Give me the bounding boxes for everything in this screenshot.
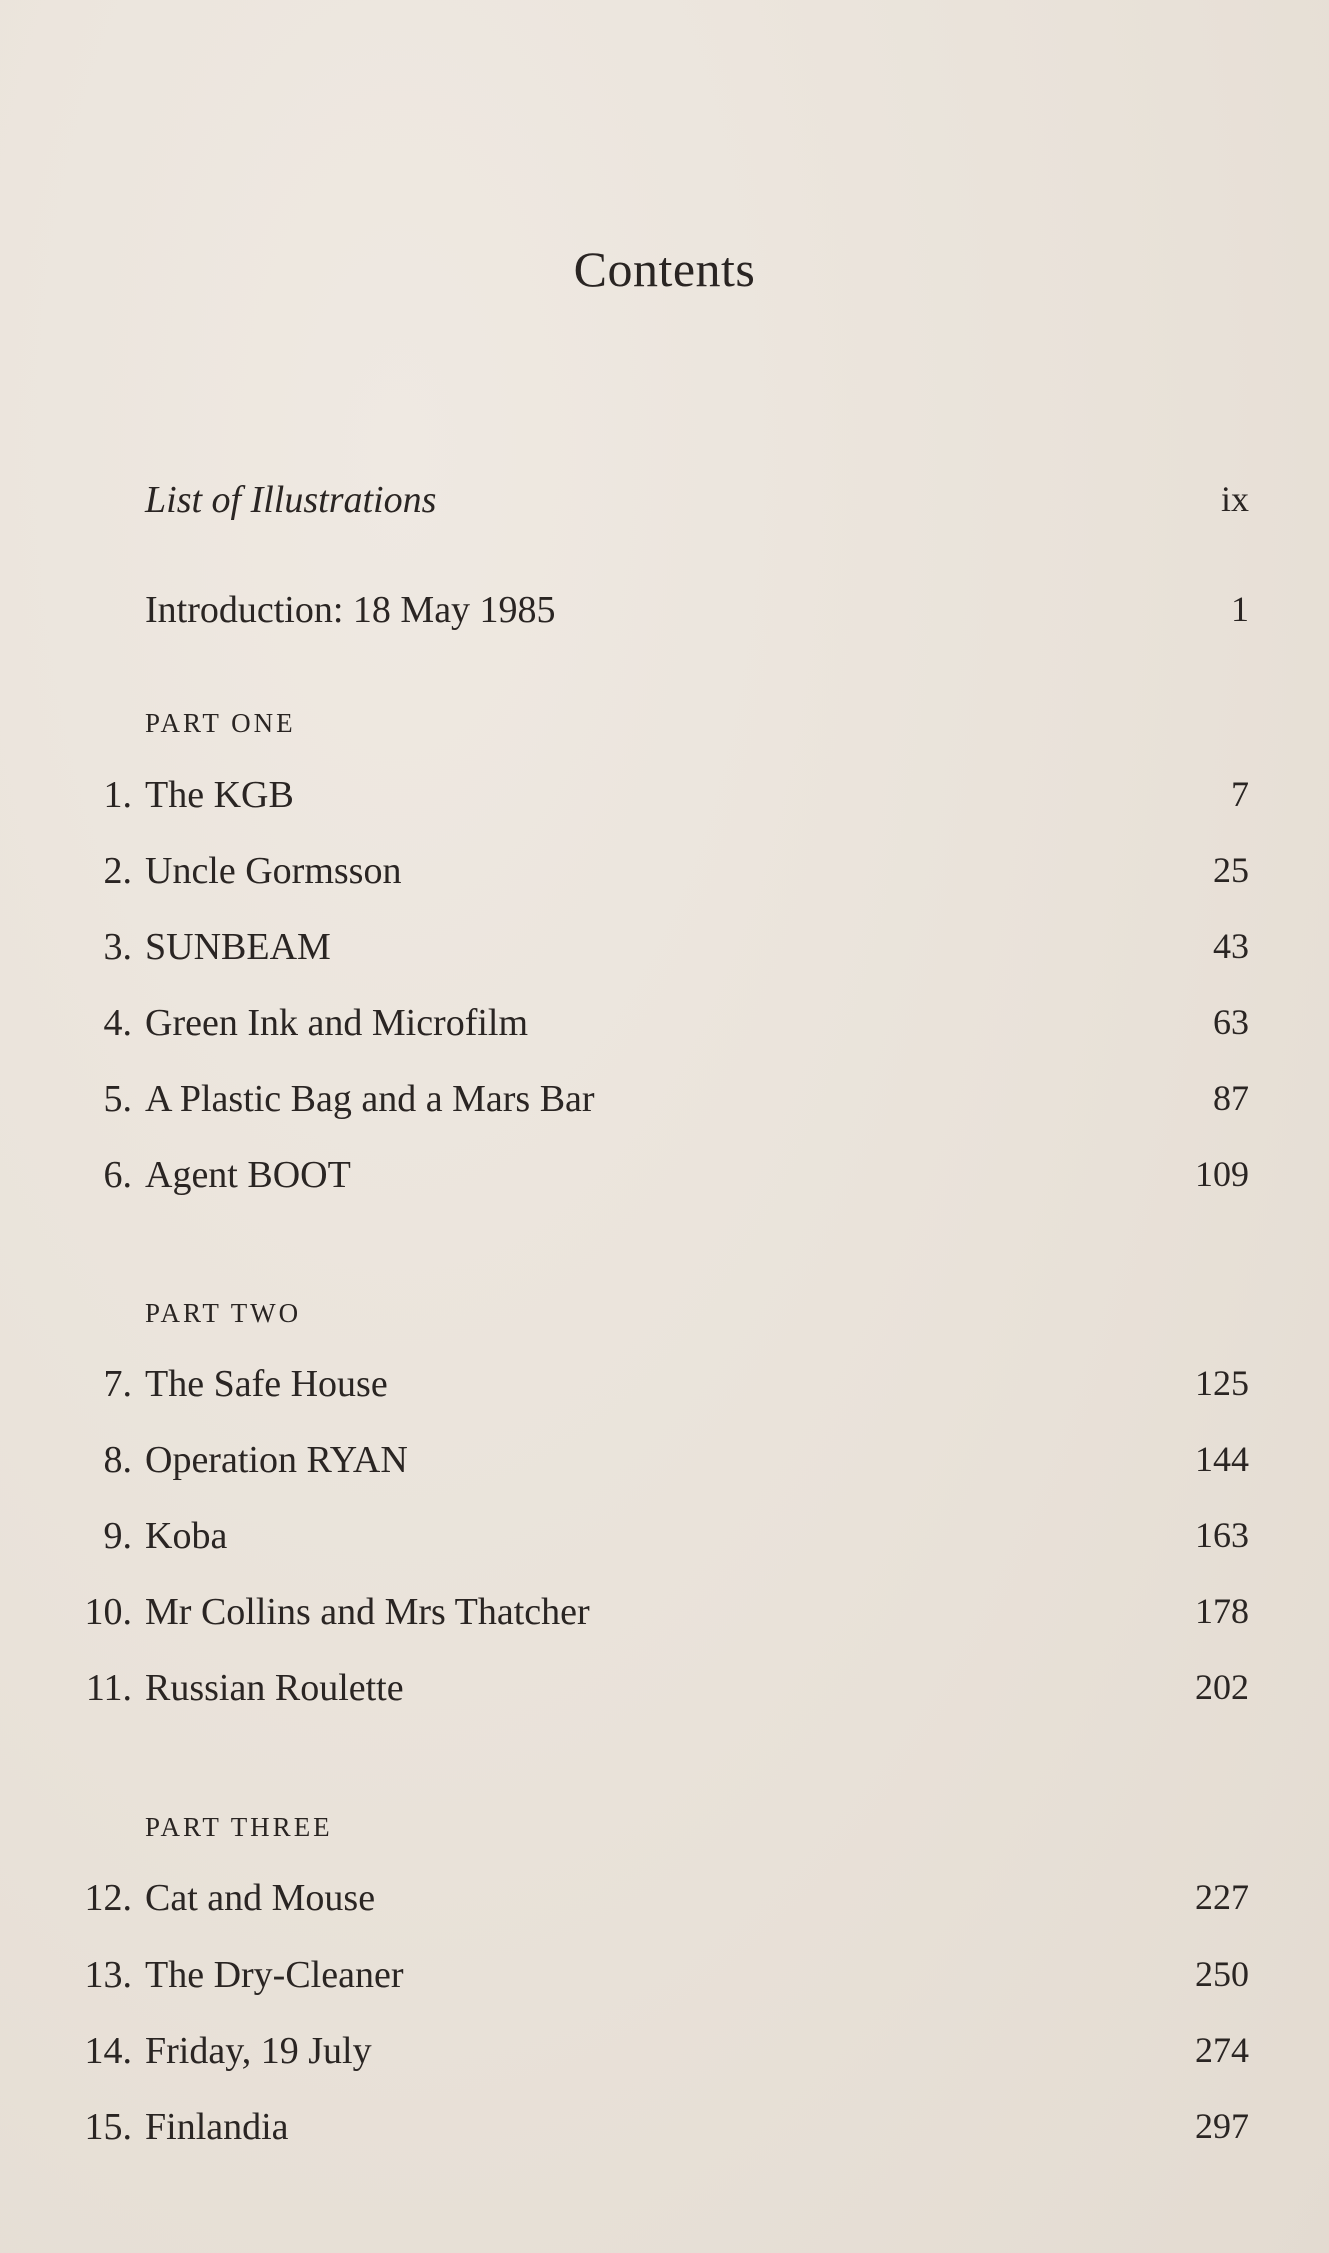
toc-chapter[interactable] — [0, 1876, 1329, 1936]
chapter-number: 12. — [84, 1877, 132, 1919]
chapter-number: 14. — [84, 2030, 132, 2072]
chapter-page: 227 — [1195, 1877, 1249, 1917]
chapter-number: 3. — [103, 926, 132, 968]
toc-entry-list-of-illustrations[interactable] — [0, 478, 1329, 538]
toc-chapter[interactable] — [0, 849, 1329, 909]
chapter-number: 1. — [103, 774, 132, 816]
toc-chapter[interactable] — [0, 1438, 1329, 1498]
toc-chapter[interactable] — [0, 1590, 1329, 1650]
toc-chapter[interactable] — [0, 1077, 1329, 1137]
part-heading: PART TWO — [145, 1298, 302, 1328]
chapter-page: 87 — [1213, 1078, 1249, 1118]
chapter-page: 274 — [1195, 2030, 1249, 2070]
chapter-number: 15. — [84, 2106, 132, 2148]
chapter-page: 63 — [1213, 1002, 1249, 1042]
chapter-number: 6. — [103, 1154, 132, 1196]
chapter-page: 202 — [1195, 1667, 1249, 1707]
toc-entry-title: List of Illustrations — [145, 479, 437, 521]
chapter-number: 9. — [103, 1515, 132, 1557]
chapter-title: Green Ink and Microfilm — [145, 1002, 529, 1044]
toc-entry-introduction[interactable] — [0, 588, 1329, 648]
toc-chapter[interactable] — [0, 1953, 1329, 2013]
toc-entry-page: 1 — [1231, 589, 1249, 629]
chapter-page: 250 — [1195, 1954, 1249, 1994]
toc-chapter[interactable] — [0, 1153, 1329, 1213]
toc-chapter[interactable] — [0, 773, 1329, 833]
chapter-page: 125 — [1195, 1363, 1249, 1403]
page-title: Contents — [573, 241, 756, 297]
part-heading: PART THREE — [145, 1812, 333, 1842]
toc-chapter[interactable] — [0, 2029, 1329, 2089]
chapter-number: 5. — [103, 1078, 132, 1120]
chapter-title: Friday, 19 July — [145, 2030, 372, 2072]
part-heading: PART ONE — [145, 708, 296, 738]
chapter-page: 163 — [1195, 1515, 1249, 1555]
chapter-title: Finlandia — [145, 2106, 289, 2148]
chapter-title: Uncle Gormsson — [145, 850, 402, 892]
toc-chapter[interactable] — [0, 1001, 1329, 1061]
toc-chapter[interactable] — [0, 1514, 1329, 1574]
chapter-page: 25 — [1213, 850, 1249, 890]
chapter-title: The Dry-Cleaner — [145, 1954, 404, 1996]
chapter-page: 7 — [1231, 774, 1249, 814]
toc-chapter[interactable] — [0, 925, 1329, 985]
chapter-title: A Plastic Bag and a Mars Bar — [145, 1078, 595, 1120]
chapter-page: 109 — [1195, 1154, 1249, 1194]
chapter-title: Cat and Mouse — [145, 1877, 376, 1919]
toc-entry-page: ix — [1220, 479, 1249, 519]
chapter-title: Mr Collins and Mrs Thatcher — [145, 1591, 590, 1633]
toc-chapter[interactable] — [0, 1362, 1329, 1422]
chapter-title: SUNBEAM — [145, 926, 331, 968]
toc-chapter[interactable] — [0, 1666, 1329, 1726]
chapter-number: 8. — [103, 1439, 132, 1481]
chapter-number: 11. — [85, 1667, 132, 1709]
chapter-title: The KGB — [145, 774, 294, 816]
chapter-number: 7. — [103, 1363, 132, 1405]
chapter-title: The Safe House — [145, 1363, 388, 1405]
chapter-number: 2. — [103, 850, 132, 892]
chapter-number: 4. — [103, 1002, 132, 1044]
toc-entry-title: Introduction: 18 May 1985 — [145, 589, 556, 631]
chapter-page: 178 — [1195, 1591, 1249, 1631]
chapter-title: Operation RYAN — [145, 1439, 408, 1481]
chapter-page: 43 — [1213, 926, 1249, 966]
toc-chapter[interactable] — [0, 2105, 1329, 2165]
chapter-title: Agent BOOT — [145, 1154, 351, 1196]
chapter-title: Russian Roulette — [145, 1667, 404, 1709]
chapter-title: Koba — [145, 1515, 228, 1557]
chapter-page: 144 — [1195, 1439, 1249, 1479]
chapter-number: 10. — [84, 1591, 132, 1633]
chapter-page: 297 — [1195, 2106, 1249, 2146]
chapter-number: 13. — [84, 1954, 132, 1996]
